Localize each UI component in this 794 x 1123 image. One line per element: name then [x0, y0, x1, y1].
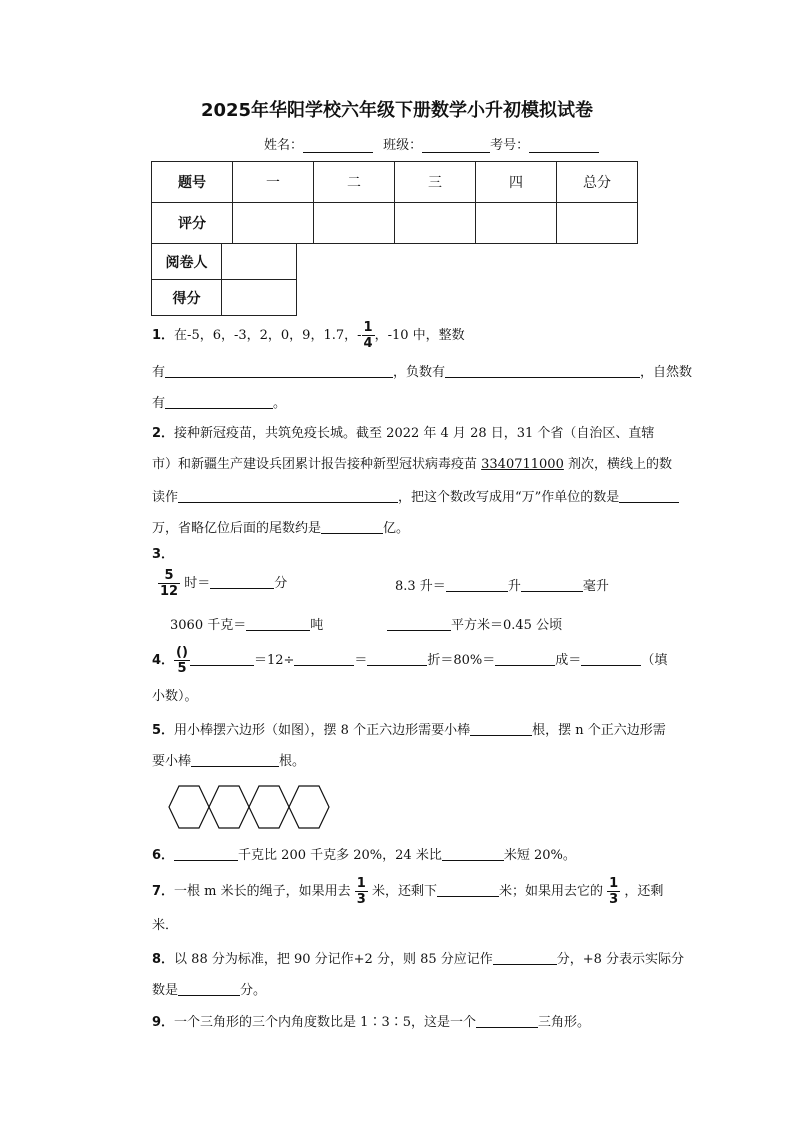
question-9: [152, 1012, 590, 1032]
reviewer-label: 阅卷人: [152, 244, 222, 280]
page-title: 2025年华阳学校六年级下册数学小升初模拟试卷: [200, 100, 594, 121]
score-header-cell: 题号: [152, 162, 233, 203]
answer-blank[interactable]: [387, 615, 451, 631]
question-text: 市）和新疆生产建设兵团累计报告接种新型冠状病毒疫苗: [152, 457, 482, 472]
class-blank[interactable]: [422, 138, 490, 153]
fraction: [158, 568, 180, 599]
question-2-line-3: [152, 487, 679, 507]
question-4-line-2: [152, 688, 198, 706]
question-text: 小数）。: [152, 689, 198, 704]
question-number: 5．: [152, 723, 175, 738]
fraction-numerator: 1: [363, 320, 373, 335]
question-4: [152, 645, 667, 676]
question-number: 6．: [152, 848, 175, 863]
score-header-cell: 二: [314, 162, 395, 203]
name-label: 姓名：: [264, 138, 304, 153]
question-text: 毫升: [582, 579, 609, 594]
score-table-row: [152, 203, 638, 244]
fraction-denominator: 4: [363, 336, 373, 351]
question-text: 有: [152, 396, 166, 411]
question-text: 8.3 升＝: [395, 579, 446, 594]
fraction-numerator: 5: [164, 568, 174, 583]
hexagon: [289, 786, 329, 828]
question-text: 一个三角形的三个内角度数比是 1∶3∶5，这是一个: [174, 1015, 476, 1030]
question-text: 数是: [152, 983, 179, 998]
score-row-label: 评分: [152, 203, 233, 244]
answer-blank[interactable]: [521, 576, 583, 592]
question-1-line-3: [152, 393, 286, 413]
question-8-line-2: [152, 980, 266, 1000]
question-number: 4．: [152, 653, 175, 668]
hexagon: [169, 786, 209, 828]
question-text: 米，还剩下: [371, 884, 437, 899]
score-table-header-row: [152, 162, 638, 203]
fraction-denominator: 3: [356, 892, 366, 907]
question-number: 7．: [152, 884, 175, 899]
answer-blank[interactable]: [476, 1012, 538, 1028]
question-number: 2．: [152, 426, 175, 441]
answer-blank[interactable]: [445, 362, 640, 378]
question-text: 亿。: [383, 521, 410, 536]
question-text: 一根 m 米长的绳子，如果用去: [174, 884, 351, 899]
question-text: ，把这个数改写成用“万”作单位的数是: [398, 490, 620, 505]
answer-blank[interactable]: [470, 720, 532, 736]
answer-blank[interactable]: [165, 362, 393, 378]
fraction-denominator: 12: [160, 584, 179, 599]
underlined-number: 3340711000: [481, 457, 564, 472]
question-text: 在-5，6，-3，2，0，9，1.7，-: [174, 328, 362, 343]
question-text: ＝: [354, 653, 368, 668]
question-text: 3060 千克＝: [170, 618, 247, 633]
class-label: 班级：: [383, 138, 423, 153]
question-1: [152, 320, 465, 351]
question-text: 成＝: [555, 653, 582, 668]
reviewer-score-cell[interactable]: [222, 280, 297, 316]
question-text: 有: [152, 365, 166, 380]
answer-blank[interactable]: [174, 845, 238, 861]
reviewer-score-row: [152, 280, 297, 316]
score-cell[interactable]: [314, 203, 395, 244]
question-1-line-2: [152, 362, 692, 382]
question-text: 。: [273, 396, 287, 411]
answer-blank[interactable]: [619, 487, 679, 503]
question-number: 1．: [152, 328, 175, 343]
answer-blank[interactable]: [581, 650, 641, 666]
answer-blank[interactable]: [178, 980, 240, 996]
question-2-line-4: [152, 518, 409, 538]
question-number: 8．: [152, 952, 175, 967]
question-text: 折＝80%＝: [427, 653, 496, 668]
question-5: [152, 720, 666, 740]
question-5-line-2: [152, 751, 305, 771]
question-text: ，-10 中，整数: [374, 328, 465, 343]
question-text: （填: [641, 653, 668, 668]
exam-no-blank[interactable]: [529, 138, 599, 153]
fraction-numerator: (): [176, 645, 188, 660]
reviewer-table: [151, 243, 297, 316]
fraction: [355, 876, 368, 907]
answer-blank[interactable]: [246, 615, 310, 631]
question-text: ＝12÷: [253, 653, 295, 668]
question-2-line-2: [152, 456, 672, 474]
question-text: 分，+8 分表示实际分: [556, 952, 685, 967]
question-text: 用小棒摆六边形（如图），摆 8 个正六边形需要小棒: [174, 723, 471, 738]
score-cell[interactable]: [395, 203, 476, 244]
answer-blank[interactable]: [495, 650, 555, 666]
question-8: [152, 949, 684, 969]
score-table: [151, 161, 638, 244]
reviewer-score-label: 得分: [152, 280, 222, 316]
score-cell[interactable]: [233, 203, 314, 244]
question-text: 升: [507, 579, 521, 594]
question-text: 分: [274, 576, 288, 591]
question-text: 分。: [240, 983, 267, 998]
question-text: 根，摆 n 个正六边形需: [532, 723, 666, 738]
score-header-cell: 四: [476, 162, 557, 203]
question-text: 米短 20%。: [503, 848, 576, 863]
question-6: [152, 845, 576, 865]
question-3-part-a: [158, 568, 287, 599]
answer-blank[interactable]: [321, 518, 383, 534]
reviewer-cell[interactable]: [222, 244, 297, 280]
answer-blank[interactable]: [446, 576, 508, 592]
score-cell[interactable]: [476, 203, 557, 244]
fraction: [607, 876, 620, 907]
name-blank[interactable]: [303, 138, 373, 153]
answer-blank[interactable]: [165, 393, 273, 409]
hexagon: [209, 786, 249, 828]
question-text: 平方米＝0.45 公顷: [451, 618, 563, 633]
question-2: [152, 425, 654, 443]
fraction-denominator: 3: [609, 892, 619, 907]
question-text: 以 88 分为标准，把 90 分记作+2 分，则 85 分应记作: [174, 952, 493, 967]
answer-blank[interactable]: [367, 650, 427, 666]
question-text: 吨: [310, 618, 324, 633]
score-header-cell: 总分: [557, 162, 638, 203]
question-7-line-2: [152, 917, 178, 935]
hexagon-figure: [168, 782, 338, 832]
student-info: [264, 134, 599, 153]
answer-blank[interactable]: [190, 650, 254, 666]
score-cell[interactable]: [557, 203, 638, 244]
answer-blank[interactable]: [442, 845, 504, 861]
fraction: [174, 645, 190, 676]
score-header-cell: 三: [395, 162, 476, 203]
answer-blank[interactable]: [191, 751, 279, 767]
question-number: 3．: [152, 547, 175, 562]
question-text: 剂次，横线上的数: [563, 457, 672, 472]
score-header-cell: 一: [233, 162, 314, 203]
exam-no-label: 考号：: [490, 138, 530, 153]
answer-blank[interactable]: [437, 881, 499, 897]
question-text: ，负数有: [393, 365, 446, 380]
question-3: [152, 546, 174, 564]
question-text: 米；如果用去它的: [498, 884, 603, 899]
reviewer-row: [152, 244, 297, 280]
question-text: ，还剩: [624, 884, 664, 899]
fraction-denominator: 5: [174, 660, 190, 676]
question-3-part-b: [395, 576, 609, 596]
question-3-part-c: [170, 615, 323, 635]
fraction-numerator: 1: [609, 876, 619, 891]
question-text: 读作: [152, 490, 179, 505]
question-text: 千克比 200 千克多 20%，24 米比: [238, 848, 442, 863]
question-text: 时＝: [184, 576, 211, 591]
question-text: 接种新冠疫苗，共筑免疫长城。截至 2022 年 4 月 28 日，31 个省（自治区、直辖: [174, 426, 655, 441]
question-text: 三角形。: [538, 1015, 591, 1030]
fraction: [362, 320, 375, 351]
answer-blank[interactable]: [294, 650, 354, 666]
question-3-part-d: [387, 615, 562, 635]
question-text: 万，省略亿位后面的尾数约是: [152, 521, 322, 536]
answer-blank[interactable]: [493, 949, 557, 965]
question-text: 根。: [279, 754, 306, 769]
question-text: 要小棒: [152, 754, 192, 769]
question-text: ，自然数: [640, 365, 693, 380]
answer-blank[interactable]: [178, 487, 398, 503]
question-number: 9．: [152, 1015, 175, 1030]
hexagon: [249, 786, 289, 828]
fraction-numerator: 1: [356, 876, 366, 891]
question-7: [152, 876, 663, 907]
question-text: 米．: [152, 918, 179, 933]
answer-blank[interactable]: [210, 573, 274, 589]
